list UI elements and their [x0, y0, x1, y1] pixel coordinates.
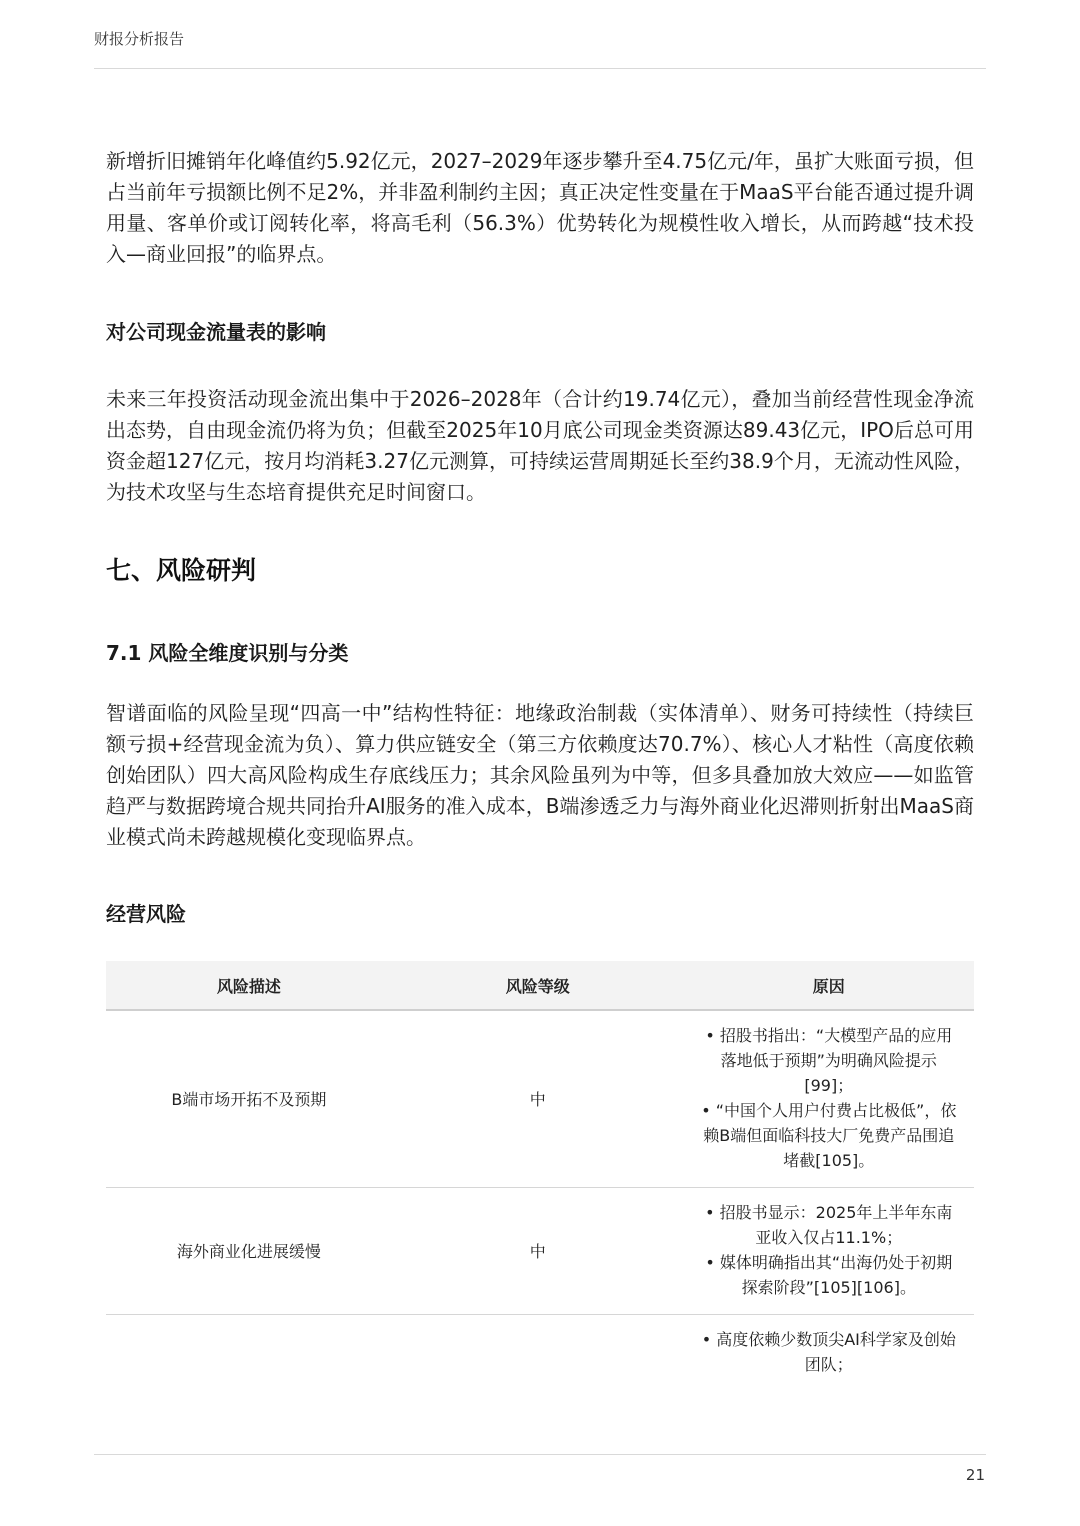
paragraph-risk-overview: 智谱面临的风险呈现“四高一中”结构性特征：地缘政治制裁（实体清单）、财务可持续性（持续巨额亏损+经营现金流为负）、算力供应链安全（第三方依赖度达70.7%）、核心人才粘性（高度依赖创始团队）四大高风险构成生存底线压力；其余风险虽列为中等，但多具叠加放大效应——如监管趋严与数据跨境合规共同抬升AI服务的准入成本，B端渗透乏力与海外商业化迟滞则折射出MaaS商业模式尚未跨越规模化变现临界点。 — [106, 701, 974, 849]
paragraph-cashflow: 未来三年投资活动现金流出集中于2026–2028年（合计约19.74亿元），叠加当前经营性现金净流出态势，自由现金流仍将为负；但截至2025年10月底公司现金类资源达89.43亿元，IPO后总可用资金超127亿元，按月均消耗3.27亿元测算，可持续运营周期延长至约38.9个月，无流动性风险，为技术攻坚与生态培育提供充足时间窗口。 — [106, 387, 974, 504]
risk-description-cell: 海外商业化进展缓慢 — [106, 1188, 392, 1315]
risk-reason-cell — [684, 1188, 974, 1315]
section-title-risk: 七、风险研判 — [106, 556, 257, 585]
risk-description-cell — [106, 1315, 392, 1392]
risk-reason-cell — [684, 1315, 974, 1392]
column-header-level: 风险等级 — [392, 961, 684, 1010]
reason-bullet: • 高度依赖少数顶尖AI科学家及创始团队； — [701, 1330, 956, 1374]
page-number: 21 — [965, 1466, 985, 1484]
operating-risk-table — [106, 961, 974, 1391]
table-row — [106, 1188, 974, 1315]
risk-level-cell — [392, 1315, 684, 1392]
risk-description-cell: B端市场开拓不及预期 — [106, 1010, 392, 1188]
table-row — [106, 1010, 974, 1188]
paragraph-depreciation: 新增折旧摊销年化峰值约5.92亿元，2027–2029年逐步攀升至4.75亿元/年，虽扩大账面亏损，但占当前年亏损额比例不足2%，并非盈利制约主因；真正决定性变量在于MaaS平台能否通过提升调用量、客单价或订阅转化率，将高毛利（56.3%）优势转化为规模性收入增长，从而跨越“技术投入—商业回报”的临界点。 — [106, 149, 974, 266]
table-row — [106, 1315, 974, 1392]
reason-bullet: • 媒体明确指出其“出海仍处于初期探索阶段”[105][106]。 — [705, 1253, 953, 1297]
header-divider — [94, 68, 986, 69]
heading-operating-risk: 经营风险 — [106, 902, 186, 926]
reason-bullet: • 招股书指出：“大模型产品的应用落地低于预期”为明确风险提示[99]； — [705, 1026, 953, 1095]
header-title: 财报分析报告 — [94, 30, 185, 48]
risk-reason-cell — [684, 1010, 974, 1188]
table-header-row — [106, 961, 974, 1010]
column-header-reason: 原因 — [684, 961, 974, 1010]
reason-bullet: • “中国个人用户付费占比极低”，依赖B端但面临科技大厂免费产品围追堵截[105]。 — [701, 1101, 957, 1170]
page-content — [106, 146, 974, 1391]
risk-level-cell: 中 — [392, 1010, 684, 1188]
reason-bullet: • 招股书显示：2025年上半年东南亚收入仅占11.1%； — [705, 1203, 953, 1247]
footer-divider — [94, 1454, 986, 1455]
risk-level-cell: 中 — [392, 1188, 684, 1315]
heading-cashflow-impact: 对公司现金流量表的影响 — [106, 320, 326, 344]
subsection-title-risk-identification: 7.1 风险全维度识别与分类 — [106, 641, 349, 665]
column-header-description: 风险描述 — [106, 961, 392, 1010]
